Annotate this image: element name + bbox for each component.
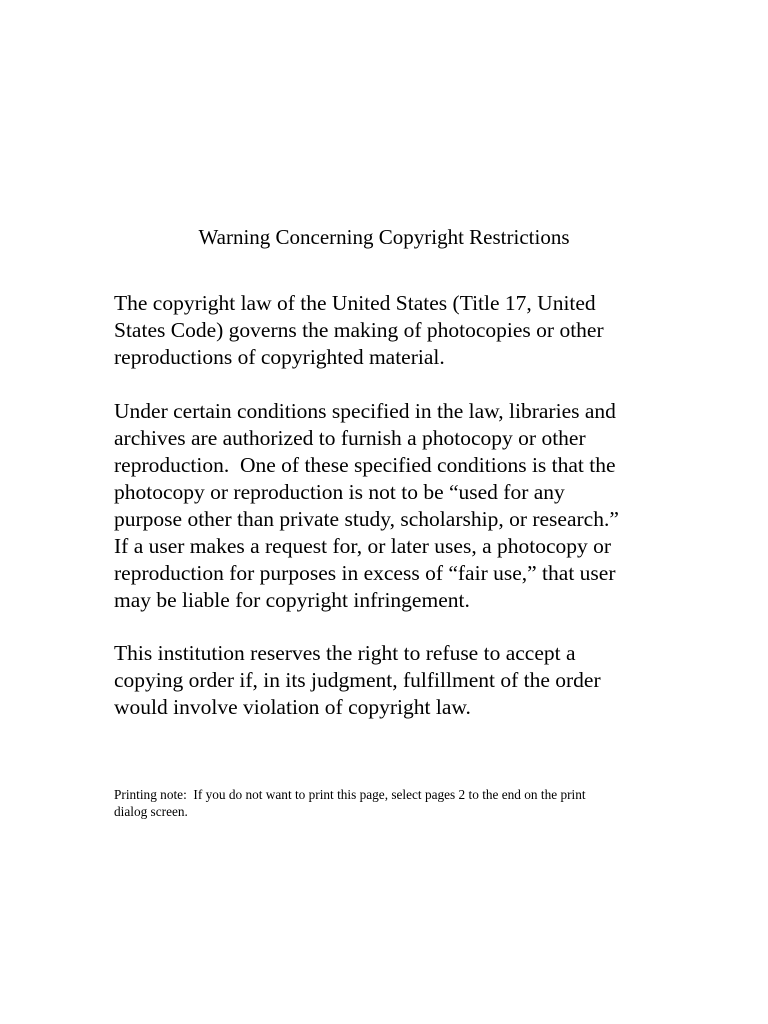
paragraph-institution-rights bbox=[114, 640, 674, 721]
paragraph-line: reproduction for purposes in excess of “fair use,” that user bbox=[114, 561, 616, 585]
paragraph-line: copying order if, in its judgment, fulfillment of the order bbox=[114, 668, 601, 692]
paragraph-line: would involve violation of copyright law. bbox=[114, 695, 471, 719]
paragraph-line: reproduction. One of these specified conditions is that the bbox=[114, 453, 616, 477]
paragraph-copyright-law bbox=[114, 290, 674, 371]
paragraph-line: Under certain conditions specified in the law, libraries and bbox=[114, 399, 616, 423]
paragraph-line: purpose other than private study, scholarship, or research.” bbox=[114, 507, 619, 531]
paragraph-line: photocopy or reproduction is not to be “used for any bbox=[114, 480, 565, 504]
note-line: Printing note: If you do not want to print this page, select pages 2 to the end on the print bbox=[114, 787, 586, 802]
paragraph-line: This institution reserves the right to refuse to accept a bbox=[114, 641, 576, 665]
note-line: dialog screen. bbox=[114, 804, 188, 819]
paragraph-line: may be liable for copyright infringement. bbox=[114, 588, 470, 612]
paragraph-line: reproductions of copyrighted material. bbox=[114, 345, 445, 369]
paragraph-line: The copyright law of the United States (Title 17, United bbox=[114, 291, 596, 315]
page-title: Warning Concerning Copyright Restrictions bbox=[198, 225, 570, 249]
printing-note bbox=[114, 786, 674, 820]
paragraph-line: States Code) governs the making of photocopies or other bbox=[114, 318, 604, 342]
paragraph-line: archives are authorized to furnish a photocopy or other bbox=[114, 426, 586, 450]
paragraph-conditions bbox=[114, 398, 674, 614]
paragraph-line: If a user makes a request for, or later uses, a photocopy or bbox=[114, 534, 612, 558]
